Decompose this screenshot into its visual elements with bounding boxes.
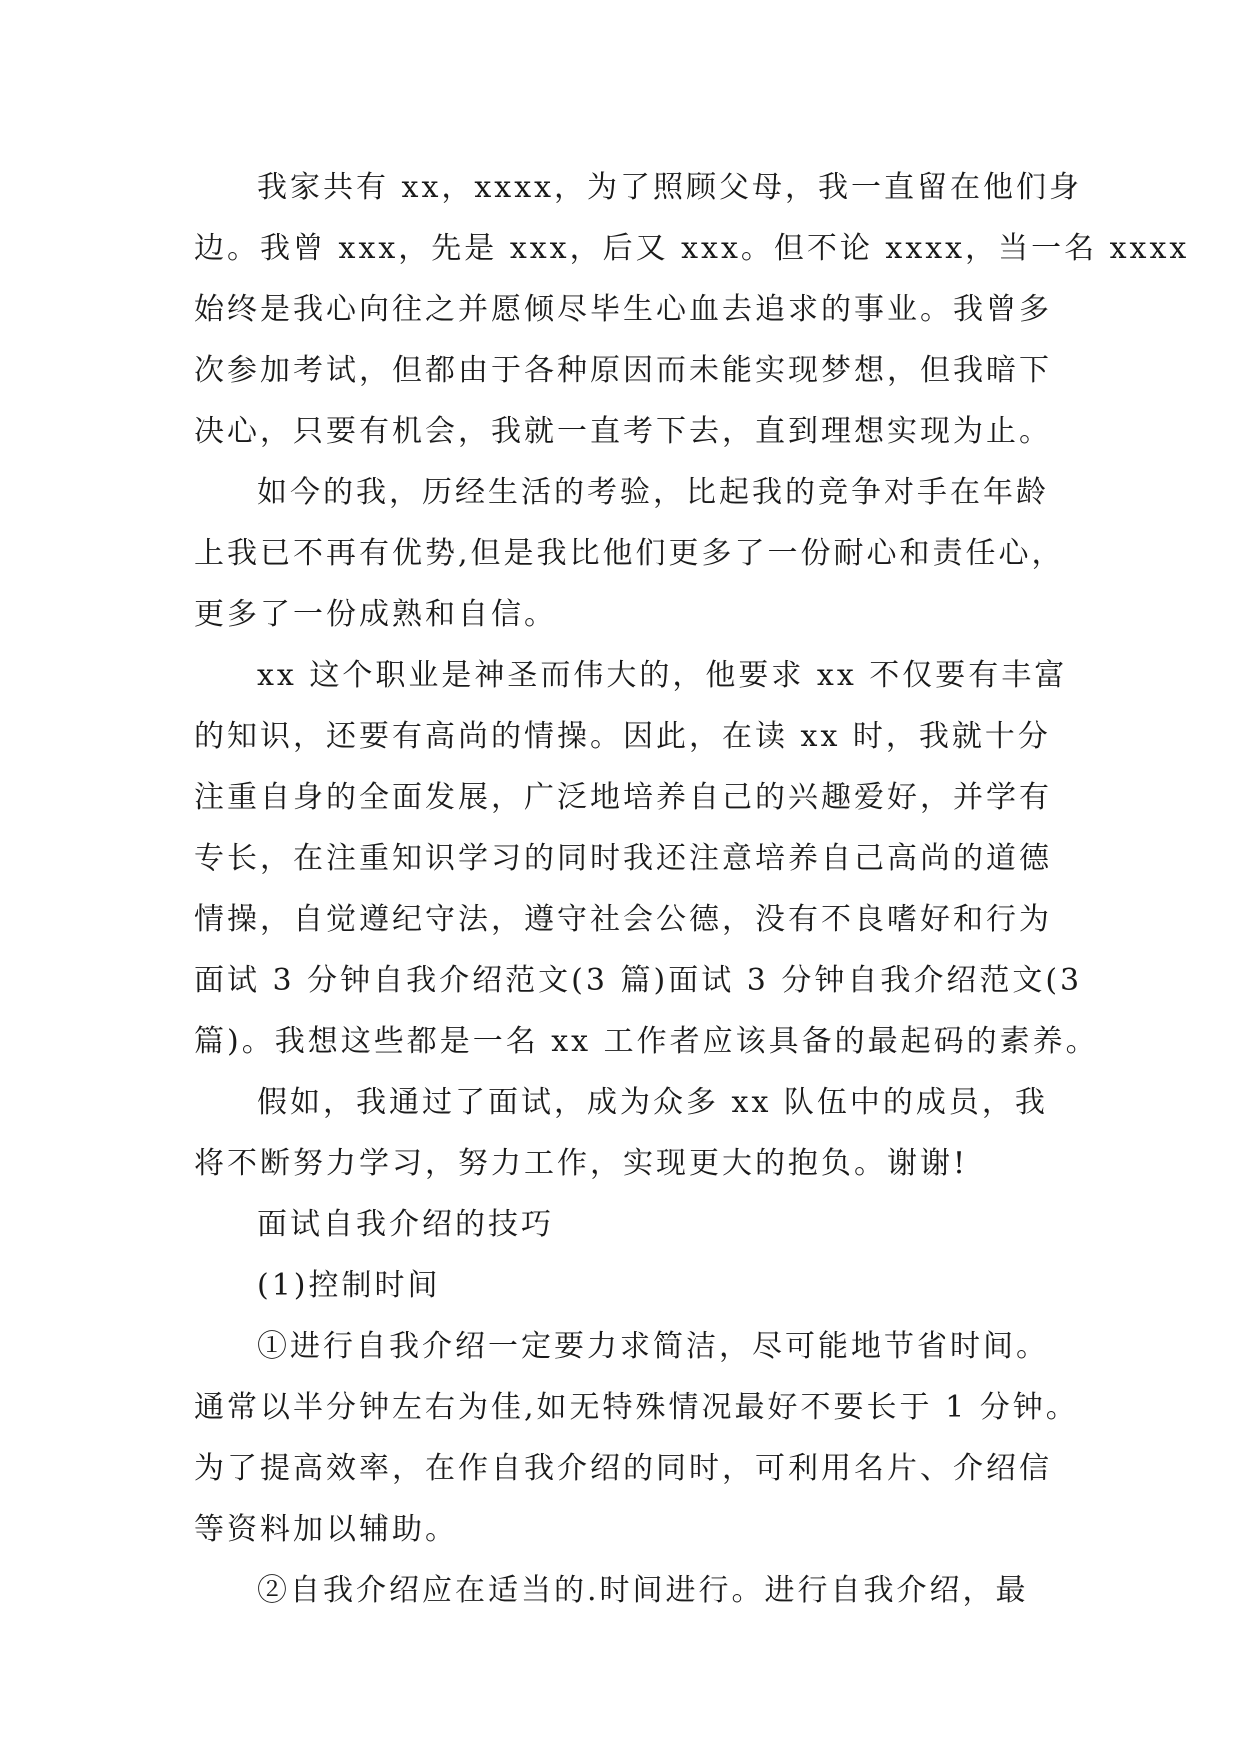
document-body bbox=[194, 157, 1190, 1621]
paragraph-tip-2 bbox=[194, 1560, 1054, 1621]
paragraph-profession bbox=[194, 645, 1099, 1072]
text-line: (1)控制时间 bbox=[257, 1268, 441, 1303]
text-line: 等资料加以辅助。 bbox=[194, 1512, 458, 1547]
text-line: 更多了一份成熟和自信。 bbox=[194, 597, 557, 632]
text-line: ②自我介绍应在适当的.时间进行。进行自我介绍，最 bbox=[257, 1573, 1029, 1608]
text-line: 如今的我，历经生活的考验，比起我的竞争对手在年龄 bbox=[257, 475, 1049, 510]
text-line: ①进行自我介绍一定要力求简洁，尽可能地节省时间。 bbox=[257, 1329, 1049, 1364]
text-line: 决心，只要有机会，我就一直考下去，直到理想实现为止。 bbox=[194, 414, 1052, 449]
text-line: 将不断努力学习，努力工作，实现更大的抱负。谢谢! bbox=[194, 1146, 969, 1181]
text-line: 上我已不再有优势,但是我比他们更多了一份耐心和责任心， bbox=[194, 536, 1065, 571]
text-line: 我家共有 xx，xxxx，为了照顾父母，我一直留在他们身 bbox=[257, 170, 1083, 205]
paragraph-closing bbox=[194, 1072, 1054, 1194]
text-line: 边。我曾 xxx，先是 xxx，后又 xxx。但不论 xxxx，当一名 xxxx bbox=[194, 231, 1190, 266]
text-line: 次参加考试，但都由于各种原因而未能实现梦想，但我暗下 bbox=[194, 353, 1052, 388]
text-line: 假如，我通过了面试，成为众多 xx 队伍中的成员，我 bbox=[257, 1085, 1048, 1120]
text-line: 情操，自觉遵纪守法，遵守社会公德，没有不良嗜好和行为 bbox=[194, 902, 1052, 937]
text-line: 始终是我心向往之并愿倾尽毕生心血去追求的事业。我曾多 bbox=[194, 292, 1052, 327]
text-line: xx 这个职业是神圣而伟大的，他要求 xx 不仅要有丰富 bbox=[257, 658, 1068, 693]
text-line: 篇)。我想这些都是一名 xx 工作者应该具备的最起码的素养。 bbox=[194, 1024, 1099, 1059]
text-line: 注重自身的全面发展，广泛地培养自己的兴趣爱好，并学有 bbox=[194, 780, 1052, 815]
text-line: 专长，在注重知识学习的同时我还注意培养自己高尚的道德 bbox=[194, 841, 1052, 876]
paragraph-tip-1 bbox=[194, 1316, 1079, 1560]
subsection-heading bbox=[194, 1255, 1054, 1316]
section-heading bbox=[194, 1194, 1054, 1255]
paragraph-family-background bbox=[194, 157, 1190, 462]
text-line: 面试 3 分钟自我介绍范文(3 篇)面试 3 分钟自我介绍范文(3 bbox=[194, 963, 1083, 998]
text-line: 为了提高效率，在作自我介绍的同时，可利用名片、介绍信 bbox=[194, 1451, 1052, 1486]
text-line: 通常以半分钟左右为佳,如无特殊情况最好不要长于 1 分钟。 bbox=[194, 1390, 1079, 1425]
text-line: 的知识，还要有高尚的情操。因此，在读 xx 时，我就十分 bbox=[194, 719, 1051, 754]
text-line: 面试自我介绍的技巧 bbox=[257, 1207, 554, 1242]
paragraph-current-self bbox=[194, 462, 1065, 645]
